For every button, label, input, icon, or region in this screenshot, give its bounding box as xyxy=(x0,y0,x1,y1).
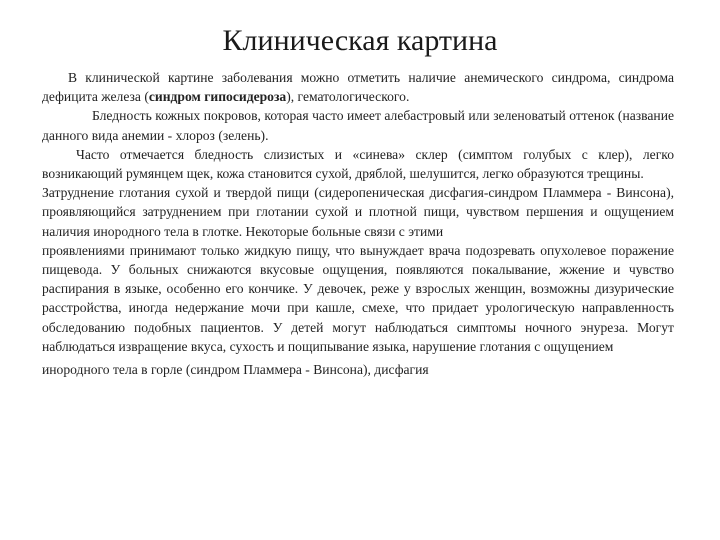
paragraph-symptoms: проявлениями принимают только жидкую пищу, что вынуждает врача подозревать опухолевое поражение пищевода. У больных снижаются вкусовые ощущения, появляются покалывание, жжение и чувство распирания в языке, особенно его кончике. У девочек, реже у взрослых женщин, возможны дизурические расстройства, иногда недержание мочи при кашле, смехе, что придает урологическую направленность обследованию подобных пациентов. У детей могут наблюдаться симптомы ночного энуреза. Могут наблюдаться извращение вкуса, сухость и пощипывание языка, нарушение глотания с ощущением xyxy=(42,242,674,354)
paragraph-text: ), гематологического. xyxy=(286,89,410,105)
paragraph-mucosa: Часто отмечается бледность слизистых и «синева» склер (симптом голубых с клер), легко возникающий румянцем щек, кожа становится сухой, дряблой, шелушится, легко образуются трещины. xyxy=(42,146,674,182)
slide-body xyxy=(42,68,674,379)
paragraph-text: В клинической картине заболевания можно отметить наличие анемического синдрома, синдрома дефицита железа ( xyxy=(42,70,674,105)
paragraph-final-line: инородного тела в горле (синдром Пламмера - Винсона), дисфагия xyxy=(42,362,429,378)
paragraph-anemia-syndromes xyxy=(42,68,674,106)
paragraph-skin-pallor: Бледность кожных покровов, которая часто имеет алебастровый или зеленоватый оттенок (название данного вида анемии - хлороз (зелень). xyxy=(42,108,674,143)
paragraph-dysphagia: Затруднение глотания сухой и твердой пищи (сидеропеническая дисфагия-синдром Пламмера - Винсона), проявляющийся затруднением при глотании сухой и плотной пищи, чувством першения и ощущением наличия инородного тела в глотке. Некоторые больные связи с этими xyxy=(42,185,674,239)
slide-title: Клиническая картина xyxy=(222,24,498,57)
bold-term-hyposiderosis: синдром гипосидероза xyxy=(148,89,287,105)
